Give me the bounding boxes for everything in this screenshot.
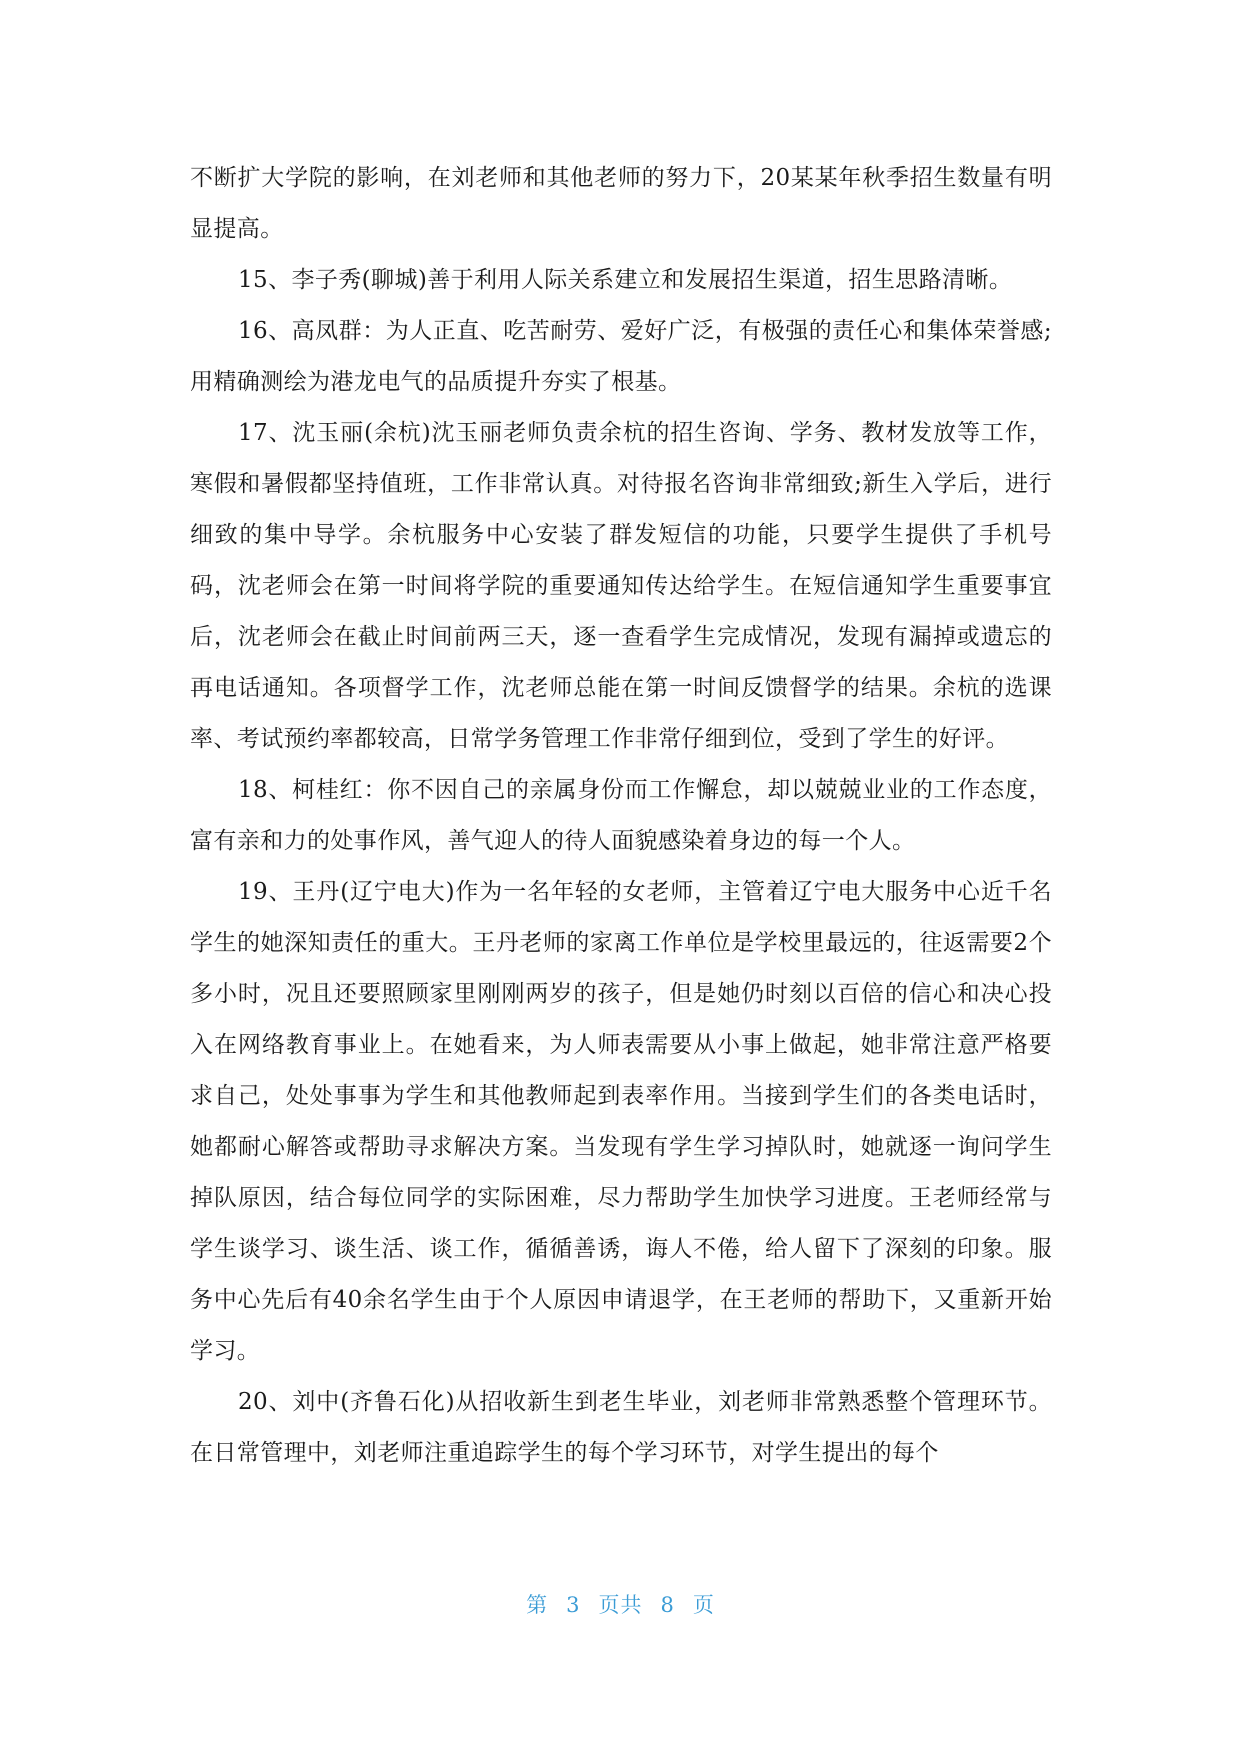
footer-prefix: 第	[526, 1593, 549, 1617]
footer-suffix: 页	[692, 1593, 715, 1617]
paragraph-item-18: 18、柯桂红：你不因自己的亲属身份而工作懈怠，却以兢兢业业的工作态度，富有亲和力的处事作风，善气迎人的待人面貌感染着身边的每一个人。	[190, 777, 1052, 854]
paragraph-item-16: 16、高凤群：为人正直、吃苦耐劳、爱好广泛，有极强的责任心和集体荣誉感;用精确测绘为港龙电气的品质提升夯实了根基。	[190, 318, 1052, 395]
paragraph-item-17: 17、沈玉丽(余杭)沈玉丽老师负责余杭的招生咨询、学务、教材发放等工作，寒假和暑假都坚持值班，工作非常认真。对待报名咨询非常细致;新生入学后，进行细致的集中导学。余杭服务中心安装了群发短信的功能，只要学生提供了手机号码，沈老师会在第一时间将学院的重要通知传达给学生。在短信通知学生重要事宜后，沈老师会在截止时间前两三天，逐一查看学生完成情况，发现有漏掉或遗忘的再电话通知。各项督学工作，沈老师总能在第一时间反馈督学的结果。余杭的选课率、考试预约率都较高，日常学务管理工作非常仔细到位，受到了学生的好评。	[190, 420, 1052, 752]
document-body	[190, 153, 1052, 1479]
paragraph-item-20: 20、刘中(齐鲁石化)从招收新生到老生毕业，刘老师非常熟悉整个管理环节。在日常管理中，刘老师注重追踪学生的每个学习环节，对学生提出的每个	[190, 1389, 1052, 1466]
paragraph-continuation: 不断扩大学院的影响，在刘老师和其他老师的努力下，20某某年秋季招生数量有明显提高。	[190, 165, 1052, 242]
footer-total-pages: 8	[660, 1593, 675, 1617]
page-footer	[0, 1589, 1241, 1619]
footer-middle: 页共	[598, 1593, 643, 1617]
paragraph-item-15: 15、李子秀(聊城)善于利用人际关系建立和发展招生渠道，招生思路清晰。	[238, 267, 1013, 293]
paragraph-item-19: 19、王丹(辽宁电大)作为一名年轻的女老师，主管着辽宁电大服务中心近千名学生的她深知责任的重大。王丹老师的家离工作单位是学校里最远的，往返需要2个多小时，况且还要照顾家里刚刚两岁的孩子，但是她仍时刻以百倍的信心和决心投入在网络教育事业上。在她看来，为人师表需要从小事上做起，她非常注意严格要求自己，处处事事为学生和其他教师起到表率作用。当接到学生们的各类电话时，她都耐心解答或帮助寻求解决方案。当发现有学生学习掉队时，她就逐一询问学生掉队原因，结合每位同学的实际困难，尽力帮助学生加快学习进度。王老师经常与学生谈学习、谈生活、谈工作，循循善诱，诲人不倦，给人留下了深刻的印象。服务中心先后有40余名学生由于个人原因申请退学，在王老师的帮助下，又重新开始学习。	[190, 879, 1052, 1364]
footer-current-page: 3	[566, 1593, 581, 1617]
